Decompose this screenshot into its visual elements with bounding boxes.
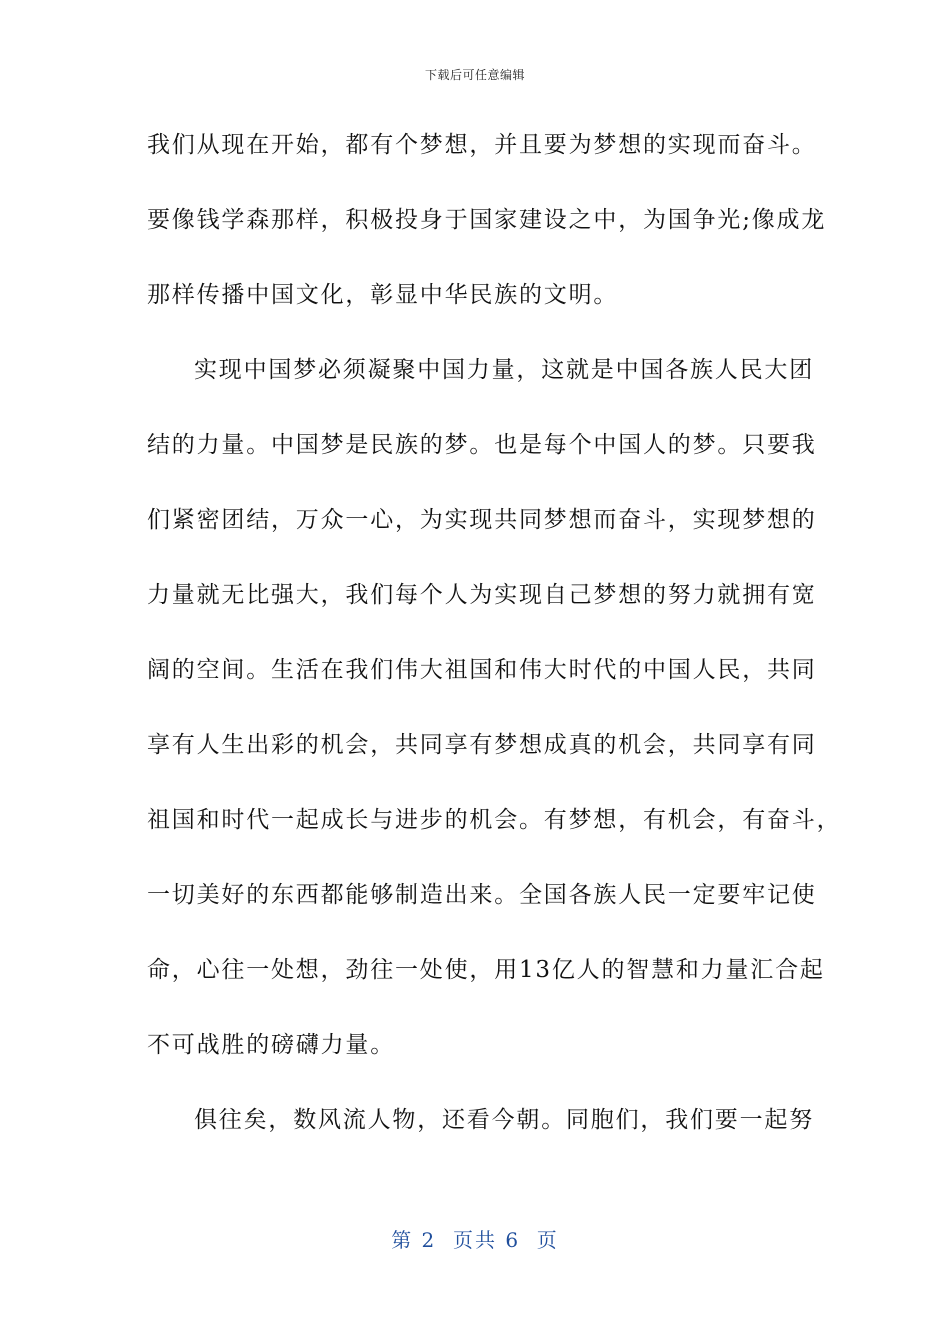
page-number-footer: 第 2 页共 6 页 — [391, 1228, 559, 1252]
text-line: 阔的空间。生活在我们伟大祖国和伟大时代的中国人民，共同 — [147, 657, 817, 683]
text-line: 命，心往一处想，劲往一处使，用13亿人的智慧和力量汇合起 — [147, 957, 825, 983]
paragraph-start-line: 实现中国梦必须凝聚中国力量，这就是中国各族人民大团 — [194, 357, 814, 383]
text-line: 祖国和时代一起成长与进步的机会。有梦想，有机会，有奋斗， — [147, 807, 842, 833]
text-line: 一切美好的东西都能够制造出来。全国各族人民一定要牢记使 — [147, 882, 817, 908]
paragraph-start-line: 俱往矣，数风流人物，还看今朝。同胞们，我们要一起努 — [194, 1107, 814, 1133]
page-header: 下载后可任意编辑 — [424, 68, 525, 82]
text-line: 结的力量。中国梦是民族的梦。也是每个中国人的梦。只要我 — [147, 432, 817, 458]
text-line: 享有人生出彩的机会，共同享有梦想成真的机会，共同享有同 — [147, 732, 817, 758]
text-line: 要像钱学森那样，积极投身于国家建设之中，为国争光;像成龙 — [147, 207, 827, 233]
text-line: 不可战胜的磅礴力量。 — [147, 1032, 395, 1058]
text-line: 力量就无比强大，我们每个人为实现自己梦想的努力就拥有宽 — [147, 582, 817, 608]
document-body — [147, 120, 842, 1170]
text-line: 那样传播中国文化，彰显中华民族的文明。 — [147, 282, 619, 308]
text-line: 我们从现在开始，都有个梦想，并且要为梦想的实现而奋斗。 — [147, 132, 817, 158]
text-line: 们紧密团结，万众一心，为实现共同梦想而奋斗，实现梦想的 — [147, 507, 817, 533]
